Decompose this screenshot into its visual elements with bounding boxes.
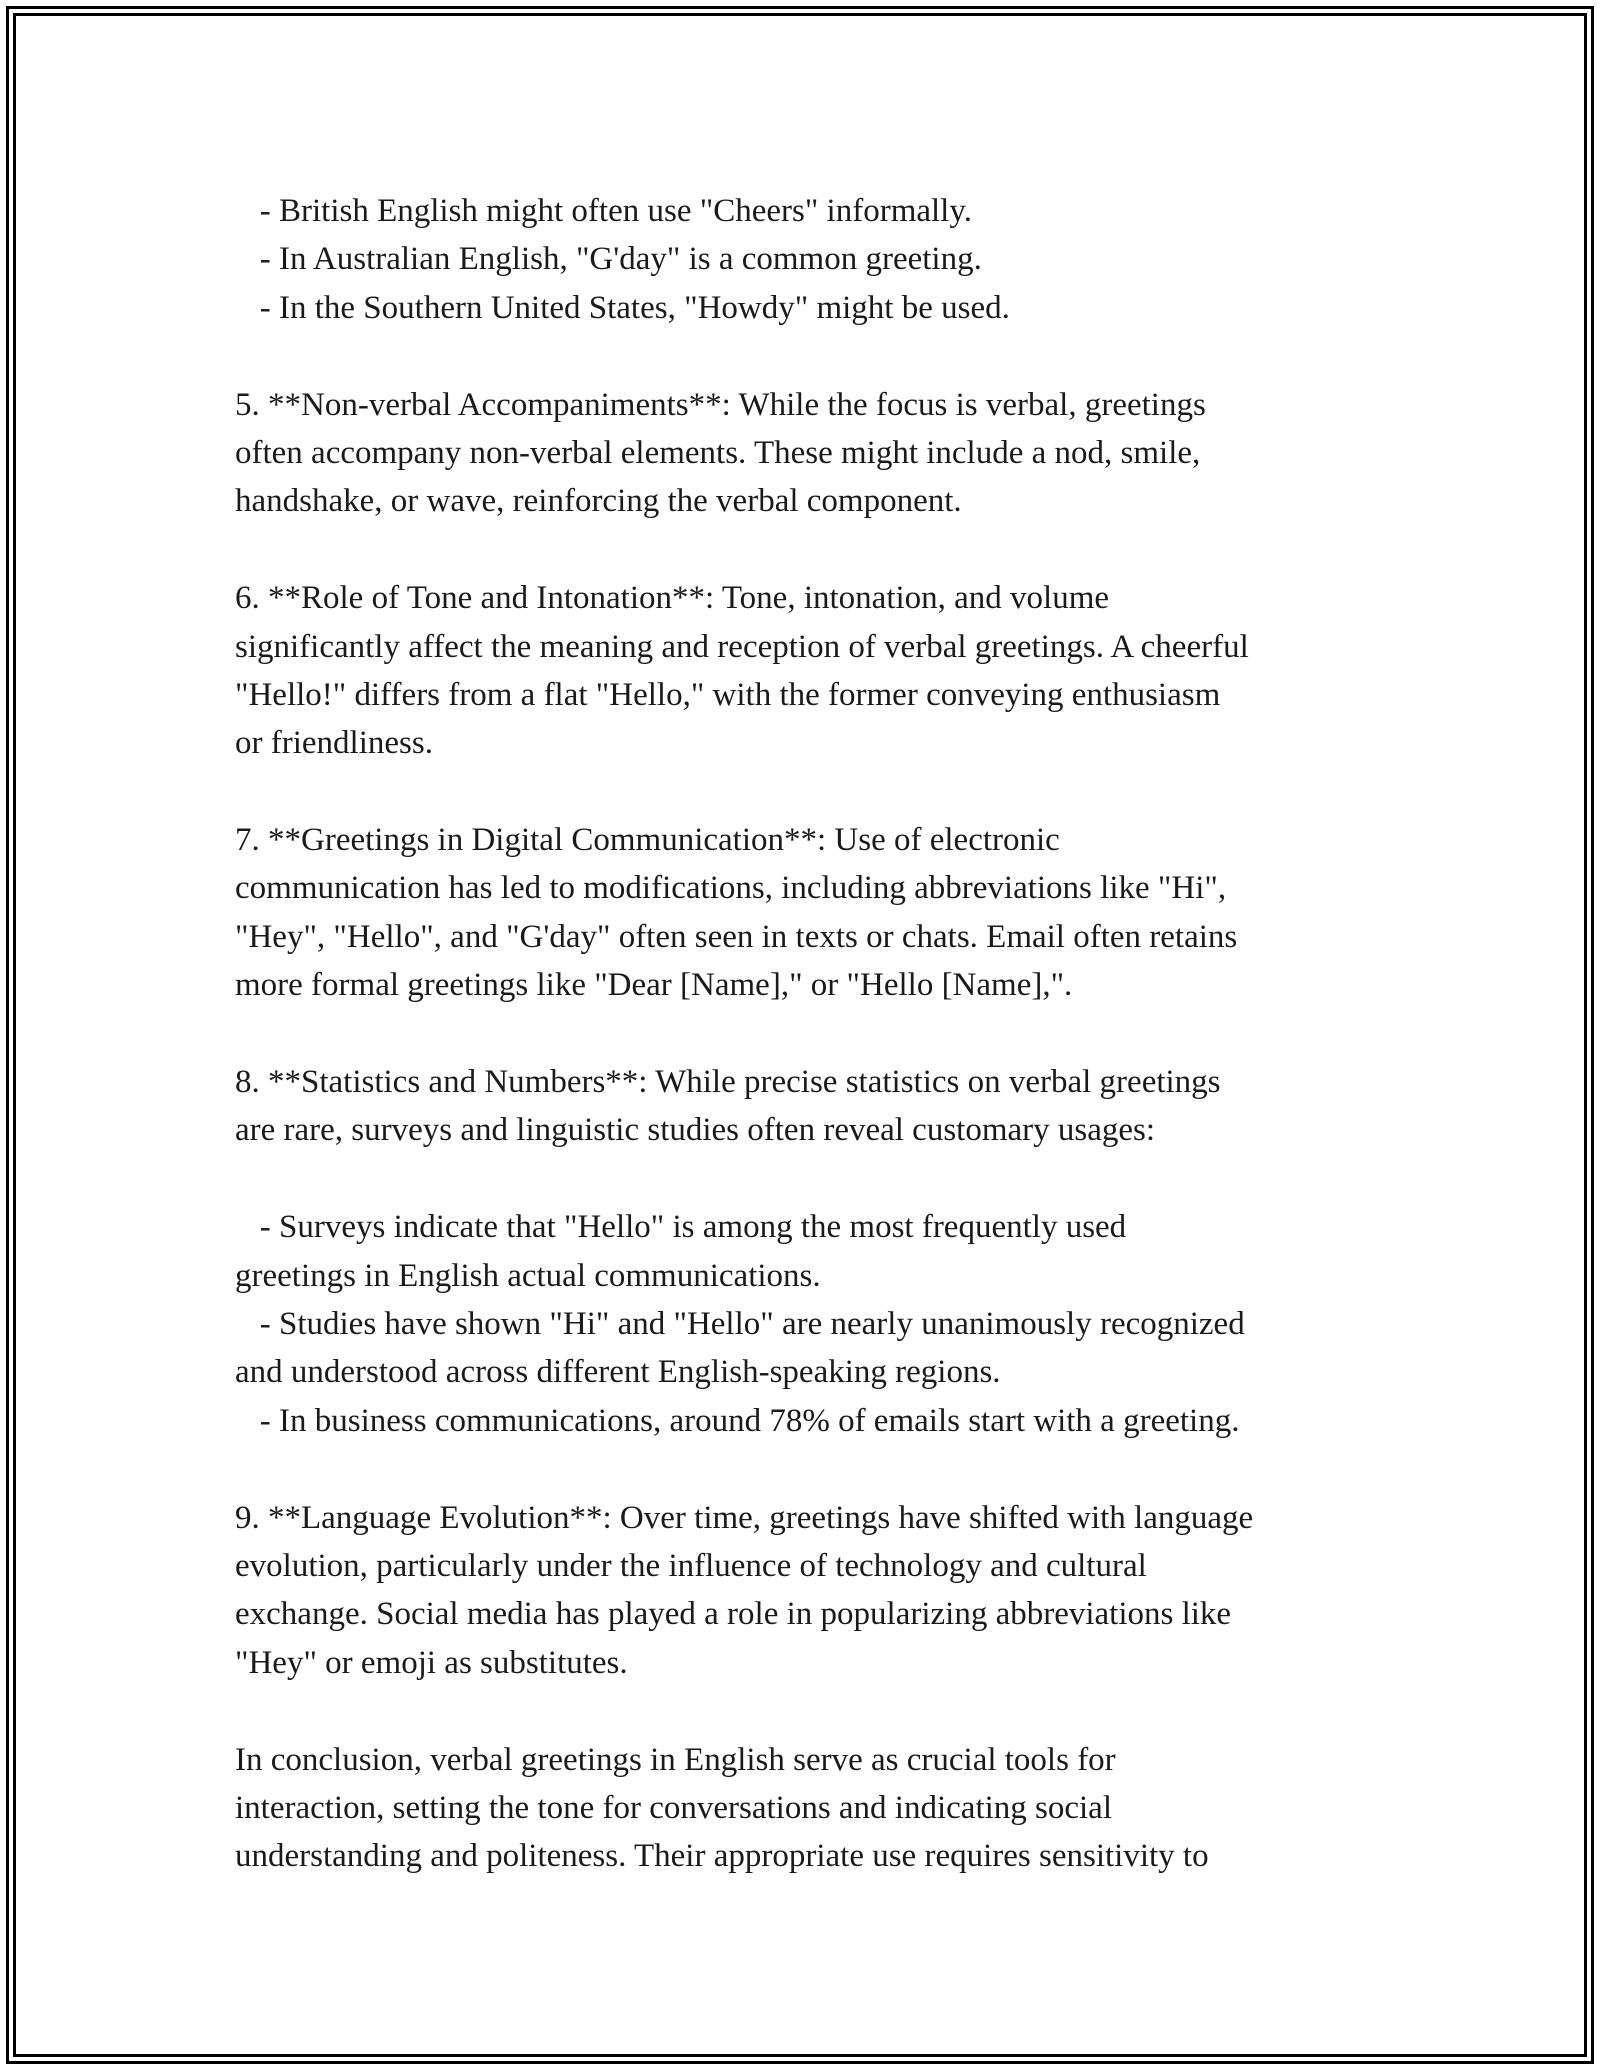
text-line: - Surveys indicate that "Hello" is among the most frequently used (235, 1209, 1127, 1246)
text-line: interaction, setting the tone for conversations and indicating social (235, 1789, 1112, 1826)
text-line: - In business communications, around 78% of emails start with a greeting. (235, 1402, 1240, 1439)
text-line: are rare, surveys and linguistic studies often reveal customary usages: (235, 1112, 1156, 1149)
text-line: - Studies have shown "Hi" and "Hello" are nearly unanimously recognized (235, 1305, 1245, 1342)
text-line: and understood across different English-speaking regions. (235, 1354, 1001, 1391)
text-line: handshake, or wave, reinforcing the verbal component. (235, 483, 962, 520)
text-line: - In the Southern United States, "Howdy" might be used. (235, 289, 1010, 326)
blank-line (235, 1445, 1385, 1493)
text-line: 7. **Greetings in Digital Communication**: Use of electronic (235, 822, 1060, 859)
blank-line (235, 526, 1385, 574)
blank-line (235, 332, 1385, 380)
text-line: 6. **Role of Tone and Intonation**: Tone, intonation, and volume (235, 580, 1110, 617)
blank-line (235, 1010, 1385, 1058)
text-line: 5. **Non-verbal Accompaniments**: While the focus is verbal, greetings (235, 386, 1206, 423)
text-line: greetings in English actual communications. (235, 1257, 821, 1294)
text-line: 9. **Language Evolution**: Over time, greetings have shifted with language (235, 1499, 1254, 1536)
text-line: evolution, particularly under the influence of technology and cultural (235, 1547, 1147, 1584)
text-line: In conclusion, verbal greetings in English serve as crucial tools for (235, 1741, 1116, 1778)
text-line: understanding and politeness. Their appropriate use requires sensitivity to (235, 1838, 1209, 1875)
blank-line (235, 768, 1385, 816)
document-body (235, 187, 1385, 1881)
text-line: or friendliness. (235, 725, 433, 762)
text-line: significantly affect the meaning and reception of verbal greetings. A cheerful (235, 628, 1249, 665)
blank-line (235, 1155, 1385, 1203)
text-line: "Hey", "Hello", and "G'day" often seen in texts or chats. Email often retains (235, 918, 1238, 955)
text-line: more formal greetings like "Dear [Name]," or "Hello [Name],". (235, 967, 1073, 1004)
blank-line (235, 1687, 1385, 1735)
text-line: "Hello!" differs from a flat "Hello," with the former conveying enthusiasm (235, 676, 1221, 713)
text-line: - In Australian English, "G'day" is a common greeting. (235, 241, 982, 278)
text-line: - British English might often use "Cheers" informally. (235, 193, 972, 229)
text-line: 8. **Statistics and Numbers**: While precise statistics on verbal greetings (235, 1064, 1221, 1101)
text-line: communication has led to modifications, including abbreviations like "Hi", (235, 870, 1227, 907)
text-line: often accompany non-verbal elements. These might include a nod, smile, (235, 434, 1201, 471)
text-line: "Hey" or emoji as substitutes. (235, 1644, 628, 1681)
text-line: exchange. Social media has played a role in popularizing abbreviations like (235, 1596, 1232, 1633)
